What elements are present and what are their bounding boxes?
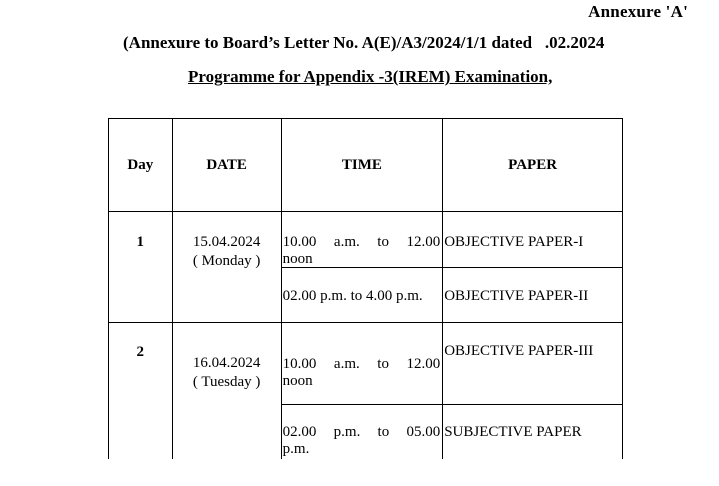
time-cell (281, 405, 443, 459)
day-cell (109, 323, 173, 459)
day-cell (109, 212, 173, 323)
day-number: 2 (136, 344, 145, 360)
date-value: 15.04.2024 (192, 234, 261, 250)
time-cell (281, 323, 443, 405)
paper-cell (443, 268, 623, 323)
column-header-date: DATE (172, 119, 281, 212)
table-row (109, 212, 623, 268)
paper-cell (443, 323, 623, 405)
time-value-cont: p.m. (282, 441, 310, 457)
paper-cell (443, 405, 623, 459)
date-value: 16.04.2024 (192, 355, 261, 371)
table-row (109, 323, 623, 405)
table-header-row (109, 119, 623, 212)
time-value-cont: noon (282, 251, 313, 267)
column-header-paper: PAPER (443, 119, 623, 212)
date-cell (172, 323, 281, 459)
paper-value: SUBJECTIVE PAPER (444, 424, 582, 440)
column-header-day: Day (109, 119, 173, 212)
letter-reference: (Annexure to Board’s Letter No. A(E)/A3/2024/1/1 dated .02.2024 (123, 33, 605, 52)
column-header-time: TIME (281, 119, 443, 212)
time-value: 02.00 p.m. to 4.00 p.m. (282, 288, 423, 304)
paper-cell (443, 212, 623, 268)
paper-value: OBJECTIVE PAPER-I (444, 234, 584, 250)
weekday-value: ( Tuesday ) (192, 374, 261, 390)
paper-value: OBJECTIVE PAPER-III (444, 343, 594, 359)
paper-value: OBJECTIVE PAPER-II (444, 288, 589, 304)
time-cell (281, 212, 443, 268)
time-value: 02.00 p.m. to 05.00 (282, 424, 441, 440)
time-value-cont: noon (282, 373, 313, 389)
time-value: 10.00 a.m. to 12.00 (282, 356, 441, 372)
time-value: 10.00 a.m. to 12.00 (282, 234, 441, 250)
page-title: Programme for Appendix -3(IREM) Examination, (188, 67, 553, 86)
time-cell (281, 268, 443, 323)
exam-schedule-table (108, 118, 623, 459)
date-cell (172, 212, 281, 323)
annexure-label: Annexure 'A' (588, 2, 688, 21)
day-number: 1 (136, 234, 145, 250)
weekday-value: ( Monday ) (192, 253, 261, 269)
